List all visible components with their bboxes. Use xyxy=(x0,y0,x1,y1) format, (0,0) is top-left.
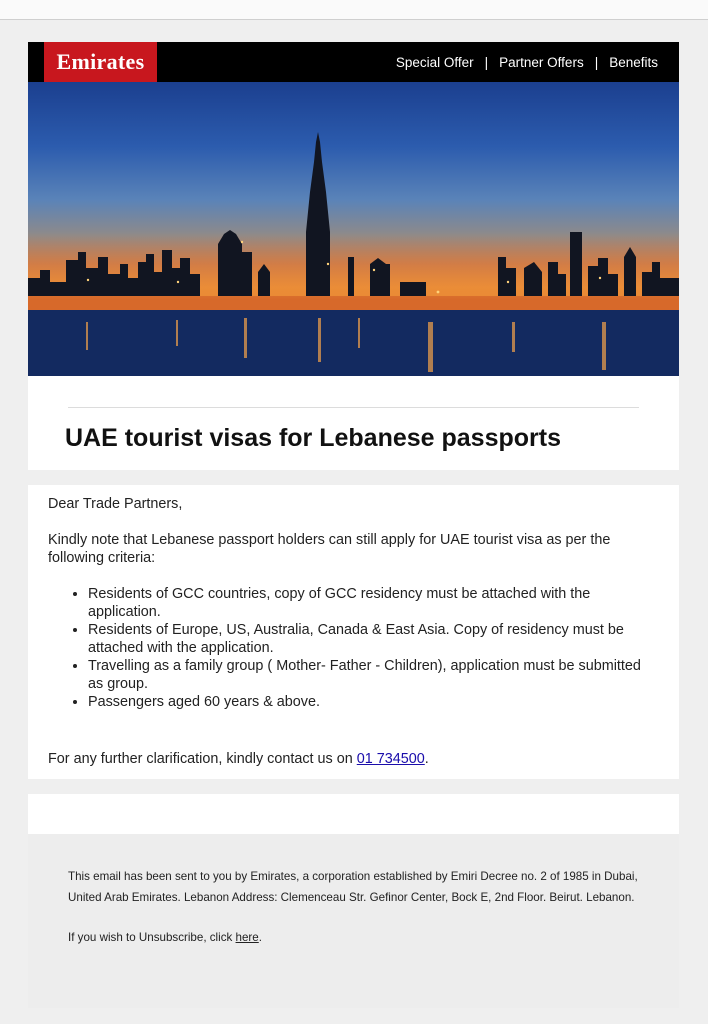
nav-partner-offers[interactable]: Partner Offers xyxy=(499,54,584,70)
header-nav xyxy=(396,42,658,82)
list-item: • Residents of GCC countries, copy of GCC residency must be attached with the application. xyxy=(88,585,659,621)
phone-link[interactable]: 01 734500 xyxy=(356,751,425,767)
unsubscribe-link[interactable]: here xyxy=(235,931,259,944)
nav-special-offer[interactable]: Special Offer xyxy=(395,54,474,70)
contact-paragraph xyxy=(48,750,659,768)
email-body xyxy=(28,485,679,779)
intro-paragraph: Kindly note that Lebanese passport holders can still apply for UAE tourist visa as per the following criteria: xyxy=(48,532,611,566)
emirates-logo[interactable]: Emirates xyxy=(44,42,157,82)
list-item: • Residents of Europe, US, Australia, Canada & East Asia. Copy of residency must be attached with the application. xyxy=(88,621,659,657)
divider xyxy=(68,407,639,408)
skyline-illustration xyxy=(28,82,679,376)
legal-text: This email has been sent to you by Emirates, a corporation established by Emiri Decree no. 2 of 1985 in Dubai, United Arab Emirates. Lebanon Address: Clemenceau Str. Gefinor Center, Bock E, 2nd Floor. Beirut. Lebanon. xyxy=(68,870,638,904)
email-header xyxy=(28,42,679,82)
nav-benefits[interactable]: Benefits xyxy=(609,54,658,70)
headline: UAE tourist visas for Lebanese passports xyxy=(65,424,561,452)
nav-separator: | xyxy=(484,54,489,70)
email-container xyxy=(28,42,679,1008)
criteria-list xyxy=(88,585,659,711)
contact-prefix: For any further clarification, kindly contact us on xyxy=(48,751,357,767)
list-item: • Travelling as a family group ( Mother- Father - Children), application must be submitted as group. xyxy=(88,657,659,693)
unsubscribe-prefix: If you wish to Unsubscribe, click xyxy=(68,931,236,944)
greeting: Dear Trade Partners, xyxy=(48,496,183,512)
headline-section xyxy=(28,376,679,470)
list-item: • Passengers aged 60 years & above. xyxy=(88,693,659,711)
browser-top-bar xyxy=(0,0,708,20)
email-footer xyxy=(28,834,679,1008)
nav-separator: | xyxy=(594,54,599,70)
unsubscribe-line xyxy=(68,928,639,949)
spacer-block xyxy=(28,794,679,834)
unsubscribe-suffix: . xyxy=(258,931,262,944)
hero-image-dubai-skyline xyxy=(28,82,679,376)
contact-suffix: . xyxy=(424,751,429,767)
